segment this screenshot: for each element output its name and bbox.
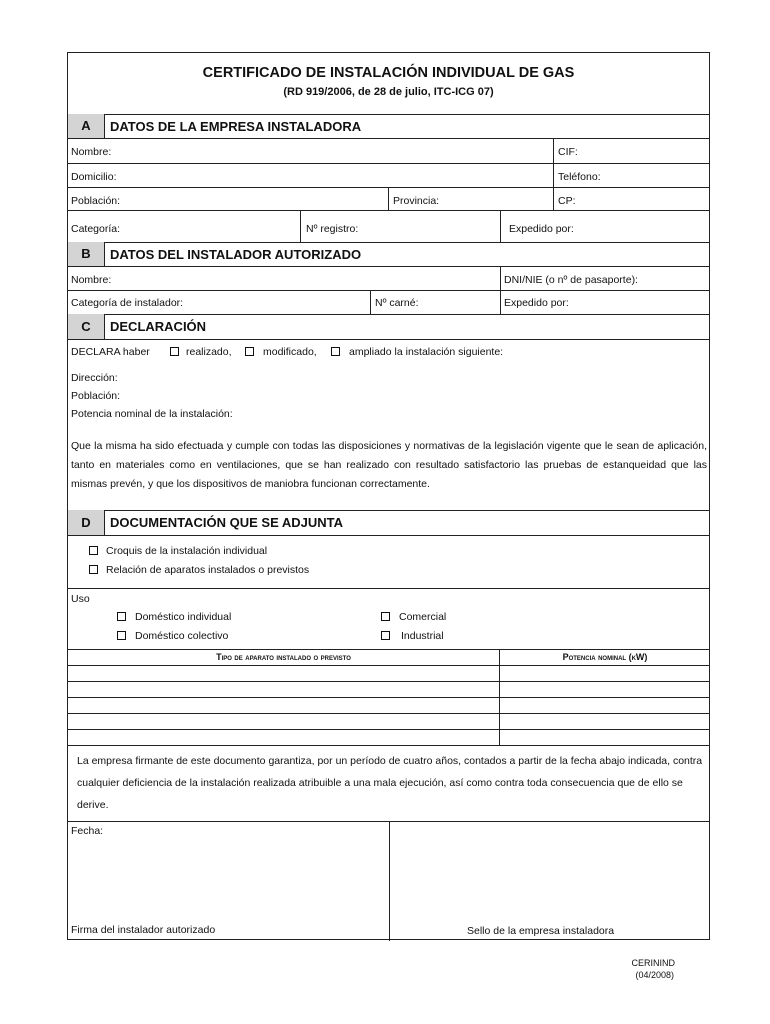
section-c-title: DECLARACIÓN xyxy=(110,319,207,334)
sello-empresa-label: Sello de la empresa instaladora xyxy=(467,925,615,937)
section-a-letter: A xyxy=(68,114,104,138)
fecha-field[interactable]: Fecha: xyxy=(71,825,104,837)
empresa-categoria-field[interactable]: Categoría: xyxy=(71,223,121,235)
form-subtitle: (RD 919/2006, de 28 de julio, ITC-ICG 07) xyxy=(283,86,494,98)
realizado-label: realizado, xyxy=(186,346,232,358)
table-row[interactable] xyxy=(68,713,709,714)
comercial-label: Comercial xyxy=(399,611,447,623)
croquis-checkbox[interactable] xyxy=(89,546,98,555)
industrial-label: Industrial xyxy=(401,630,444,642)
firma-instalador-label: Firma del instalador autorizado xyxy=(71,924,216,936)
col-tipo-header: Tipo de aparato instalado o previsto xyxy=(216,652,351,662)
domestico-colectivo-checkbox[interactable] xyxy=(117,631,126,640)
declaration-paragraph: Que la misma ha sido efectuada y cumple con todas las disposiciones y normativas de la legislación vigente que le sean de aplicación, tanto en materiales como en ventilaciones, que se han realizado con resultado satisfactorio las pruebas de estanqueidad que las mismas prevén, y que los dispositivos de maniobra funcionan correctamente. xyxy=(71,440,707,490)
section-d-letter: D xyxy=(68,510,104,535)
certificate-form xyxy=(67,52,710,940)
instalador-carne-field[interactable]: Nº carné: xyxy=(375,297,419,309)
ampliado-checkbox[interactable] xyxy=(331,347,340,356)
instalador-categoria-field[interactable]: Categoría de instalador: xyxy=(71,297,184,309)
instalador-nombre-field[interactable]: Nombre: xyxy=(71,274,112,286)
empresa-telefono-field[interactable]: Teléfono: xyxy=(558,171,601,183)
domestico-colectivo-label: Doméstico colectivo xyxy=(135,630,229,642)
uso-label: Uso xyxy=(71,593,90,605)
empresa-domicilio-field[interactable]: Domicilio: xyxy=(71,171,117,183)
section-b-title: DATOS DEL INSTALADOR AUTORIZADO xyxy=(110,247,362,262)
empresa-nombre-field[interactable]: Nombre: xyxy=(71,146,112,158)
empresa-registro-field[interactable]: Nº registro: xyxy=(306,223,359,235)
relacion-checkbox[interactable] xyxy=(89,565,98,574)
col-potencia-header: Potencia nominal (kW) xyxy=(562,652,648,662)
form-code: CERININD xyxy=(631,958,675,968)
table-row[interactable] xyxy=(68,697,709,698)
modificado-label: modificado, xyxy=(263,346,317,358)
empresa-cif-field[interactable]: CIF: xyxy=(558,146,578,158)
domestico-individual-checkbox[interactable] xyxy=(117,612,126,621)
empresa-cp-field[interactable]: CP: xyxy=(558,195,576,207)
ampliado-label: ampliado la instalación siguiente: xyxy=(349,346,504,358)
section-b-letter: B xyxy=(68,242,104,266)
empresa-expedido-field[interactable]: Expedido por: xyxy=(509,223,574,235)
empresa-poblacion-field[interactable]: Población: xyxy=(71,195,121,207)
relacion-label: Relación de aparatos instalados o previstos xyxy=(106,564,310,576)
form-version-date: (04/2008) xyxy=(635,970,674,980)
guarantee-paragraph: La empresa firmante de este documento garantiza, por un período de cuatro años, contados a partir de la fecha abajo indicada, contra cualquier deficiencia de la instalación realizada atribuible a una mala ejecución, así como contra toda consecuencia que de ello se derive. xyxy=(77,755,703,811)
empresa-provincia-field[interactable]: Provincia: xyxy=(393,195,440,207)
industrial-checkbox[interactable] xyxy=(381,631,390,640)
table-row[interactable] xyxy=(68,681,709,682)
realizado-checkbox[interactable] xyxy=(170,347,179,356)
instalacion-direccion-field[interactable]: Dirección: xyxy=(71,372,118,384)
instalacion-potencia-field[interactable]: Potencia nominal de la instalación: xyxy=(71,408,233,420)
form-title: CERTIFICADO DE INSTALACIÓN INDIVIDUAL DE GAS xyxy=(202,65,575,81)
declara-label: DECLARA haber xyxy=(71,346,150,358)
instalador-expedido-field[interactable]: Expedido por: xyxy=(504,297,569,309)
table-row[interactable] xyxy=(68,729,709,730)
section-c-letter: C xyxy=(68,314,104,339)
croquis-label: Croquis de la instalación individual xyxy=(106,545,268,557)
modificado-checkbox[interactable] xyxy=(245,347,254,356)
section-d-title: DOCUMENTACIÓN QUE SE ADJUNTA xyxy=(110,515,344,530)
instalador-dni-field[interactable]: DNI/NIE (o nº de pasaporte): xyxy=(504,274,638,286)
section-a-title: DATOS DE LA EMPRESA INSTALADORA xyxy=(110,119,362,134)
comercial-checkbox[interactable] xyxy=(381,612,390,621)
domestico-individual-label: Doméstico individual xyxy=(135,611,232,623)
instalacion-poblacion-field[interactable]: Población: xyxy=(71,390,121,402)
